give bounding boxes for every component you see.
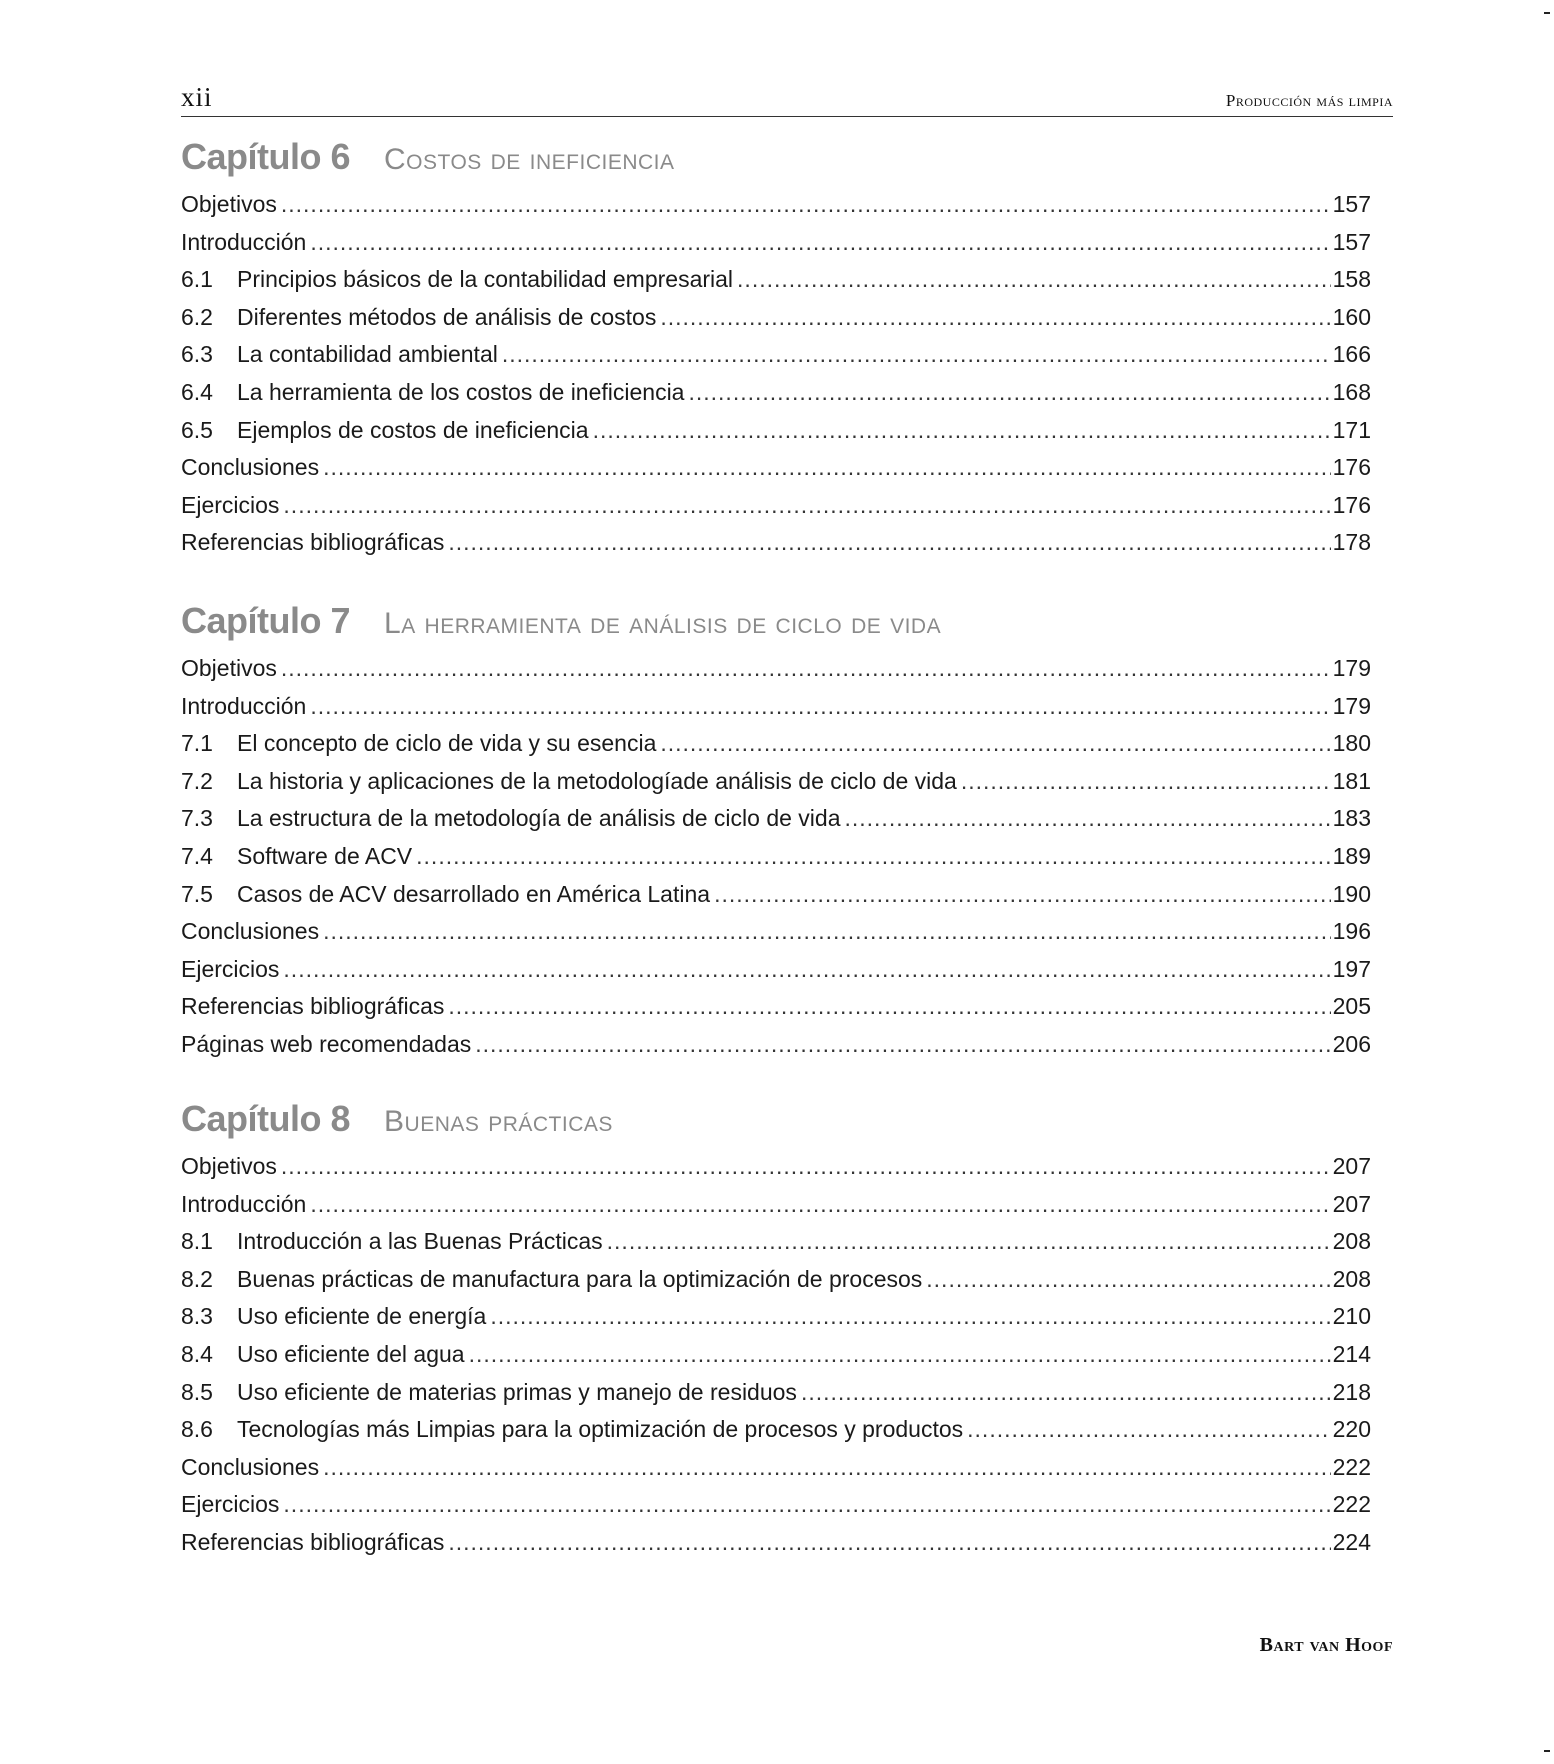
toc-dot-leader [502,336,1331,374]
toc-dot-leader [310,224,1330,262]
toc-entry[interactable] [181,487,1371,525]
toc-entry-page: 176 [1332,491,1371,518]
toc-entry-label: Diferentes métodos de análisis de costos [237,303,657,330]
toc-entry[interactable] [181,1524,1371,1562]
toc-entry-number: 7.5 [181,880,213,907]
toc-entry-number: 8.1 [181,1228,213,1255]
toc-entry[interactable] [181,524,1371,562]
chapter-section [181,1098,1371,1562]
toc-entry-label: Tecnologías más Limpias para la optimización de procesos y productos [237,1416,964,1443]
toc-entry-page: 178 [1332,529,1371,556]
toc-entry[interactable] [181,913,1371,951]
toc-entry[interactable] [181,224,1371,262]
toc-dot-leader [310,688,1330,726]
toc-dot-leader [469,1336,1331,1374]
toc-entry-page: 224 [1332,1528,1371,1555]
toc-dot-leader [801,1374,1331,1412]
toc-entry[interactable] [181,374,1371,412]
toc-entry[interactable] [181,725,1371,763]
toc-entry-page: 157 [1332,191,1371,217]
toc-entry-page: 168 [1332,378,1371,405]
toc-entry-page: 208 [1332,1228,1371,1255]
toc-entry[interactable] [181,1026,1371,1064]
toc-entry[interactable] [181,800,1371,838]
toc-entry-page: 220 [1332,1416,1371,1443]
toc-entry[interactable] [181,1298,1371,1336]
toc-entry-page: 207 [1332,1153,1371,1179]
toc-entry[interactable] [181,951,1371,989]
toc-entry-number: 8.5 [181,1378,213,1405]
toc-entry-label: Ejercicios [181,955,280,982]
toc-entry[interactable] [181,449,1371,487]
toc-entry[interactable] [181,261,1371,299]
crop-mark-bottom [1544,1750,1550,1752]
toc-entry-label: Software de ACV [237,842,413,869]
toc-entry[interactable] [181,688,1371,726]
toc-entry-page: 210 [1332,1303,1371,1330]
toc-entry-label: Buenas prácticas de manufactura para la optimización de procesos [237,1265,923,1292]
toc-dot-leader [844,800,1330,838]
toc-entry-number: 7.1 [181,730,213,757]
toc-entry-label: Introducción a las Buenas Prácticas [237,1228,603,1255]
toc-entry-number: 7.4 [181,842,213,869]
toc-entry-number: 6.1 [181,266,213,293]
toc-entry[interactable] [181,876,1371,914]
chapter-number: Capítulo 7 [181,600,351,641]
toc-dot-leader [323,913,1331,951]
toc-entry-number: 6.5 [181,416,213,443]
toc-entry-page: 160 [1332,303,1371,330]
toc-entry-label: Casos de ACV desarrollado en América Latina [237,880,711,907]
chapter-heading [181,600,1371,646]
toc-dot-leader [281,650,1331,688]
toc-entry-page: 208 [1332,1265,1371,1292]
toc-entry-label: Conclusiones [181,1453,320,1480]
toc-entry-number: 6.2 [181,303,213,330]
toc-entry-page: 206 [1332,1030,1371,1057]
toc-entry-label: Referencias bibliográficas [181,529,445,556]
toc-entry-page: 179 [1332,655,1371,681]
toc-entry-label: Páginas web recomendadas [181,1030,472,1057]
toc-entry-label: La herramienta de los costos de ineficiencia [237,378,685,405]
toc-entry-page: 183 [1332,805,1371,832]
toc-dot-leader [688,374,1330,412]
toc-entry-label: La estructura de la metodología de análisis de ciclo de vida [237,805,841,832]
chapter-section [181,600,1371,1064]
toc-entry-page: 157 [1332,228,1371,255]
toc-entry[interactable] [181,1223,1371,1261]
toc-entry-page: 171 [1332,416,1371,443]
toc-entry-label: La contabilidad ambiental [237,341,498,368]
toc-dot-leader [281,186,1331,224]
toc-entry-number: 6.4 [181,378,213,405]
toc-entry-label: Introducción [181,692,307,719]
toc-entry[interactable] [181,1186,1371,1224]
toc-dot-leader [660,725,1330,763]
chapter-heading [181,136,1371,182]
toc-entry-page: 181 [1332,767,1371,794]
toc-entry-page: 180 [1332,730,1371,757]
toc-dot-leader [660,299,1330,337]
toc-entry-number: 8.3 [181,1303,213,1330]
footer-author: Bart van Hoof [1259,1634,1393,1656]
toc-entry-page: 189 [1332,842,1371,869]
toc-entry-page: 197 [1332,955,1371,982]
toc-dot-leader [926,1261,1330,1299]
toc-entry[interactable] [181,1261,1371,1299]
toc-entry-label: Uso eficiente del agua [237,1340,465,1367]
toc-dot-leader [448,988,1330,1026]
toc-entry-label: Introducción [181,1190,307,1217]
chapter-title: Costos de ineficiencia [384,143,675,176]
toc-dot-leader [283,487,1330,525]
chapter-heading [181,1098,1371,1144]
toc-entry-label: Principios básicos de la contabilidad empresarial [237,266,734,293]
toc-entry-page: 166 [1332,341,1371,368]
toc-entry-number: 8.2 [181,1265,213,1292]
toc-page [181,80,1393,1555]
toc-entry-page: 176 [1332,454,1371,481]
toc-dot-leader [310,1186,1330,1224]
chapter-title: La herramienta de análisis de ciclo de vida [384,607,942,640]
toc-entry-page: 205 [1332,993,1371,1020]
toc-dot-leader [961,763,1331,801]
toc-entry-label: Introducción [181,228,307,255]
toc-dot-leader [283,951,1330,989]
toc-entry-label: El concepto de ciclo de vida y su esencia [237,730,657,757]
toc-dot-leader [490,1298,1330,1336]
toc-entry[interactable] [181,988,1371,1026]
toc-entry-label: Objetivos [181,1153,277,1179]
chapter-number: Capítulo 8 [181,1098,351,1139]
toc-entry-page: 222 [1332,1453,1371,1480]
toc-entry[interactable] [181,838,1371,876]
toc-entry-page: 218 [1332,1378,1371,1405]
toc-entry-page: 158 [1332,266,1371,293]
toc-dot-leader [475,1026,1330,1064]
toc-entry-number: 7.2 [181,767,213,794]
toc-entry-label: Uso eficiente de energía [237,1303,487,1330]
page-header [181,80,1393,117]
toc-entry-label: Objetivos [181,191,277,217]
toc-entry[interactable] [181,186,1371,224]
toc-entry-number: 8.6 [181,1416,213,1443]
toc-entry[interactable] [181,1449,1371,1487]
toc-entry-number: 6.3 [181,341,213,368]
toc-entry[interactable] [181,650,1371,688]
toc-dot-leader [281,1148,1331,1186]
toc-dot-leader [607,1223,1331,1261]
toc-entry[interactable] [181,1486,1371,1524]
toc-entry-label: Objetivos [181,655,277,681]
toc-entry[interactable] [181,299,1371,337]
toc-entry-label: La historia y aplicaciones de la metodologíade análisis de ciclo de vida [237,767,957,794]
toc-dot-leader [416,838,1330,876]
toc-entry[interactable] [181,336,1371,374]
toc-dot-leader [283,1486,1330,1524]
crop-mark-top [1544,12,1550,14]
toc-entry[interactable] [181,1411,1371,1449]
toc-entry-label: Referencias bibliográficas [181,993,445,1020]
chapter-number: Capítulo 6 [181,136,351,177]
toc-entry-number: 8.4 [181,1340,213,1367]
toc-entry-label: Conclusiones [181,454,320,481]
toc-dot-leader [448,1524,1330,1562]
toc-entry-label: Conclusiones [181,918,320,945]
chapter-section [181,136,1371,562]
chapter-title: Buenas prácticas [384,1105,613,1138]
toc-entry-page: 190 [1332,880,1371,907]
toc-entry[interactable] [181,763,1371,801]
toc-entry[interactable] [181,1148,1371,1186]
toc-dot-leader [448,524,1330,562]
toc-entry-page: 179 [1332,692,1371,719]
toc-entry-label: Ejercicios [181,491,280,518]
toc-entry-label: Uso eficiente de materias primas y manejo de residuos [237,1378,797,1405]
toc-entry-page: 222 [1332,1491,1371,1518]
toc-dot-leader [323,1449,1331,1487]
running-title: Producción más limpia [1225,91,1393,110]
toc-entry-page: 214 [1332,1340,1371,1367]
toc-entry[interactable] [181,1336,1371,1374]
toc-entry-page: 207 [1332,1190,1371,1217]
toc-dot-leader [593,412,1331,450]
page-folio: xii [181,82,213,112]
toc-dot-leader [967,1411,1330,1449]
toc-entry-label: Ejercicios [181,1491,280,1518]
toc-entry-label: Ejemplos de costos de ineficiencia [237,416,589,443]
toc-entry-number: 7.3 [181,805,213,832]
toc-entry[interactable] [181,412,1371,450]
toc-dot-leader [737,261,1331,299]
toc-entry-page: 196 [1332,918,1371,945]
toc-entry[interactable] [181,1374,1371,1412]
toc-entry-label: Referencias bibliográficas [181,1528,445,1555]
toc-dot-leader [323,449,1331,487]
toc-dot-leader [714,876,1331,914]
